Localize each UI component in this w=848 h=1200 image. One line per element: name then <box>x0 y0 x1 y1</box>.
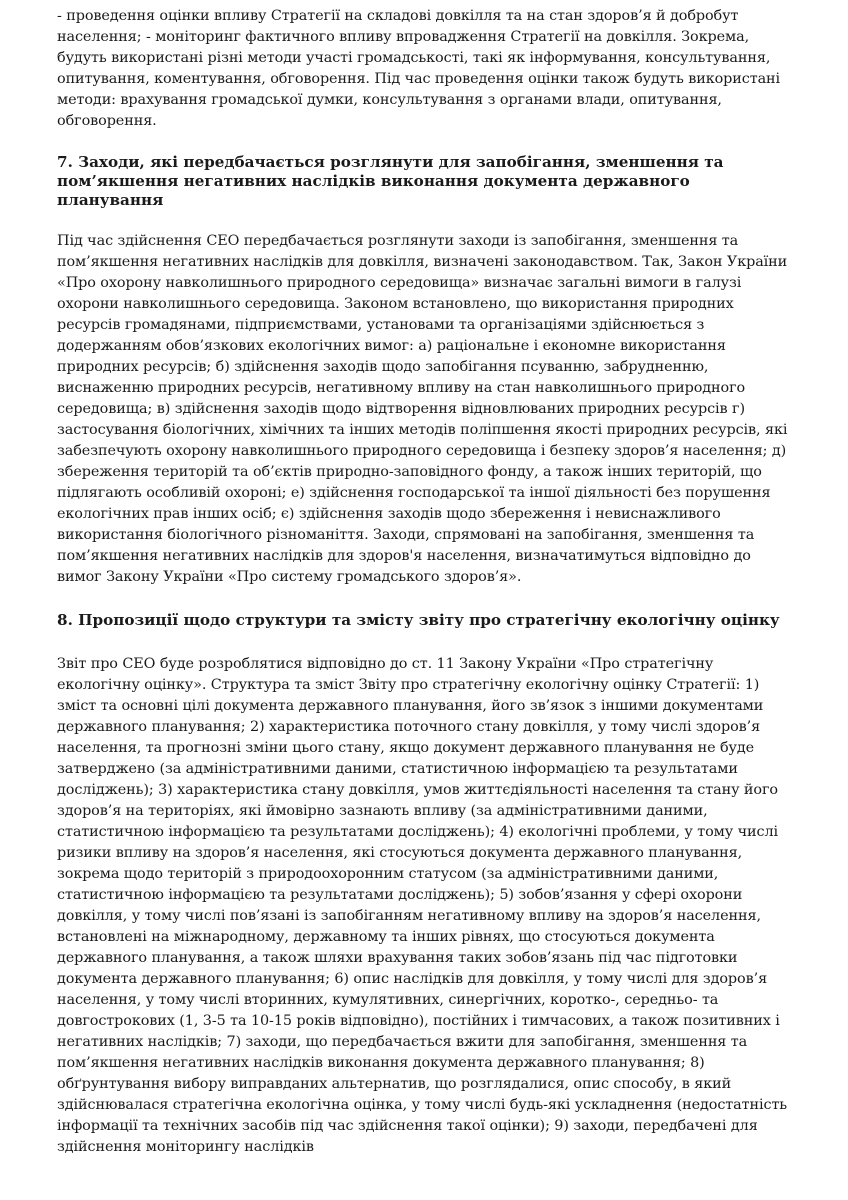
section-7-heading: 7. Заходи, які передбачається розглянути для запобігання, зменшення та пом’якшення негативних наслідків виконання документа державного планування <box>57 153 724 209</box>
section-7-paragraph: Під час здійснення СЕО передбачається розглянути заходи із запобігання, зменшення та пом’якшення негативних наслідків для довкілля, визначені законодавством. Так, Закон України «Про охорону навколишнього природного середовища» визначає загальні вимоги в галузі охорони навколишнього середовища. Законом встановлено, що використання природних ресурсів громадянами, підприємствами, установами та організаціями здійснюється з додержанням обов’язкових екологічних вимог: а) раціональне і економне використання природних ресурсів; б) здійснення заходів щодо запобігання псуванню, забрудненню, виснаженню природних ресурсів, негативному впливу на стан навколишнього природного середовища; в) здійснення заходів щодо відтворення відновлюваних природних ресурсів г) застосування біологічних, хімічних та інших методів поліпшення якості природних ресурсів, які забезпечують охорону навколишнього природного середовища і безпеку здоров’я населення; д) збереження територій та об’єктів природно-заповідного фонду, а також інших територій, що підлягають особливій охороні; е) здійснення господарської та іншої діяльності без порушення екологічних прав інших осіб; є) здійснення заходів щодо збереження і невиснажливого використання біологічного різноманіття. Заходи, спрямовані на запобігання, зменшення та пом’якшення негативних наслідків для здоров'я населення, визначатимуться відповідно до вимог Закону України «Про систему громадського здоров’я». <box>57 233 788 585</box>
intro-paragraph: - проведення оцінки впливу Стратегії на складові довкілля та на стан здоров’я й добробут населення; - моніторинг фактичного впливу впровадження Стратегії на довкілля. Зокрема, будуть використані різні методи участі громадськості, такі як інформування, консультування, опитування, коментування, обговорення. Під час проведення оцінки також будуть використані методи: врахування громадської думки, консультування з органами влади, опитування, обговорення. <box>57 8 781 129</box>
document-page <box>57 6 797 1158</box>
section-8-paragraph: Звіт про СЕО буде розроблятися відповідно до ст. 11 Закону України «Про стратегічну екологічну оцінку». Структура та зміст Звіту про стратегічну екологічну оцінку Стратегії: 1) зміст та основні цілі документа державного планування, його зв’язок з іншими документами державного планування; 2) характеристика поточного стану довкілля, у тому числі здоров’я населення, та прогнозні зміни цього стану, якщо документ державного планування не буде затверджено (за адміністративними даними, статистичною інформацією та результатами досліджень); 3) характеристика стану довкілля, умов життєдіяльності населення та стану його здоров’я на територіях, які ймовірно зазнають впливу (за адміністративними даними, статистичною інформацією та результатами досліджень); 4) екологічні проблеми, у тому числі ризики впливу на здоров’я населення, які стосуються документа державного планування, зокрема щодо територій з природоохоронним статусом (за адміністративними даними, статистичною інформацією та результатами досліджень); 5) зобов’язання у сфері охорони довкілля, у тому числі пов’язані із запобіганням негативному впливу на здоров’я населення, встановлені на міжнародному, державному та інших рівнях, що стосуються документа державного планування, а також шляхи врахування таких зобов’язань під час підготовки документа державного планування; 6) опис наслідків для довкілля, у тому числі для здоров’я населення, у тому числі вторинних, кумулятивних, синергічних, коротко-, середньо- та довгострокових (1, 3-5 та 10-15 років відповідно), постійних і тимчасових, а також позитивних і негативних наслідків; 7) заходи, що передбачається вжити для запобігання, зменшення та пом’якшення негативних наслідків виконання документа державного планування; 8) обґрунтування вибору виправданих альтернатив, що розглядалися, опис способу, в який здійснювалася стратегічна екологічна оцінка, у тому числі будь-які ускладнення (недостатність інформації та технічних засобів під час здійснення такої оцінки); 9) заходи, передбачені для здійснення моніторингу наслідків <box>57 656 788 1155</box>
section-8-heading: 8. Пропозиції щодо структури та змісту звіту про стратегічну екологічну оцінку <box>57 611 780 629</box>
